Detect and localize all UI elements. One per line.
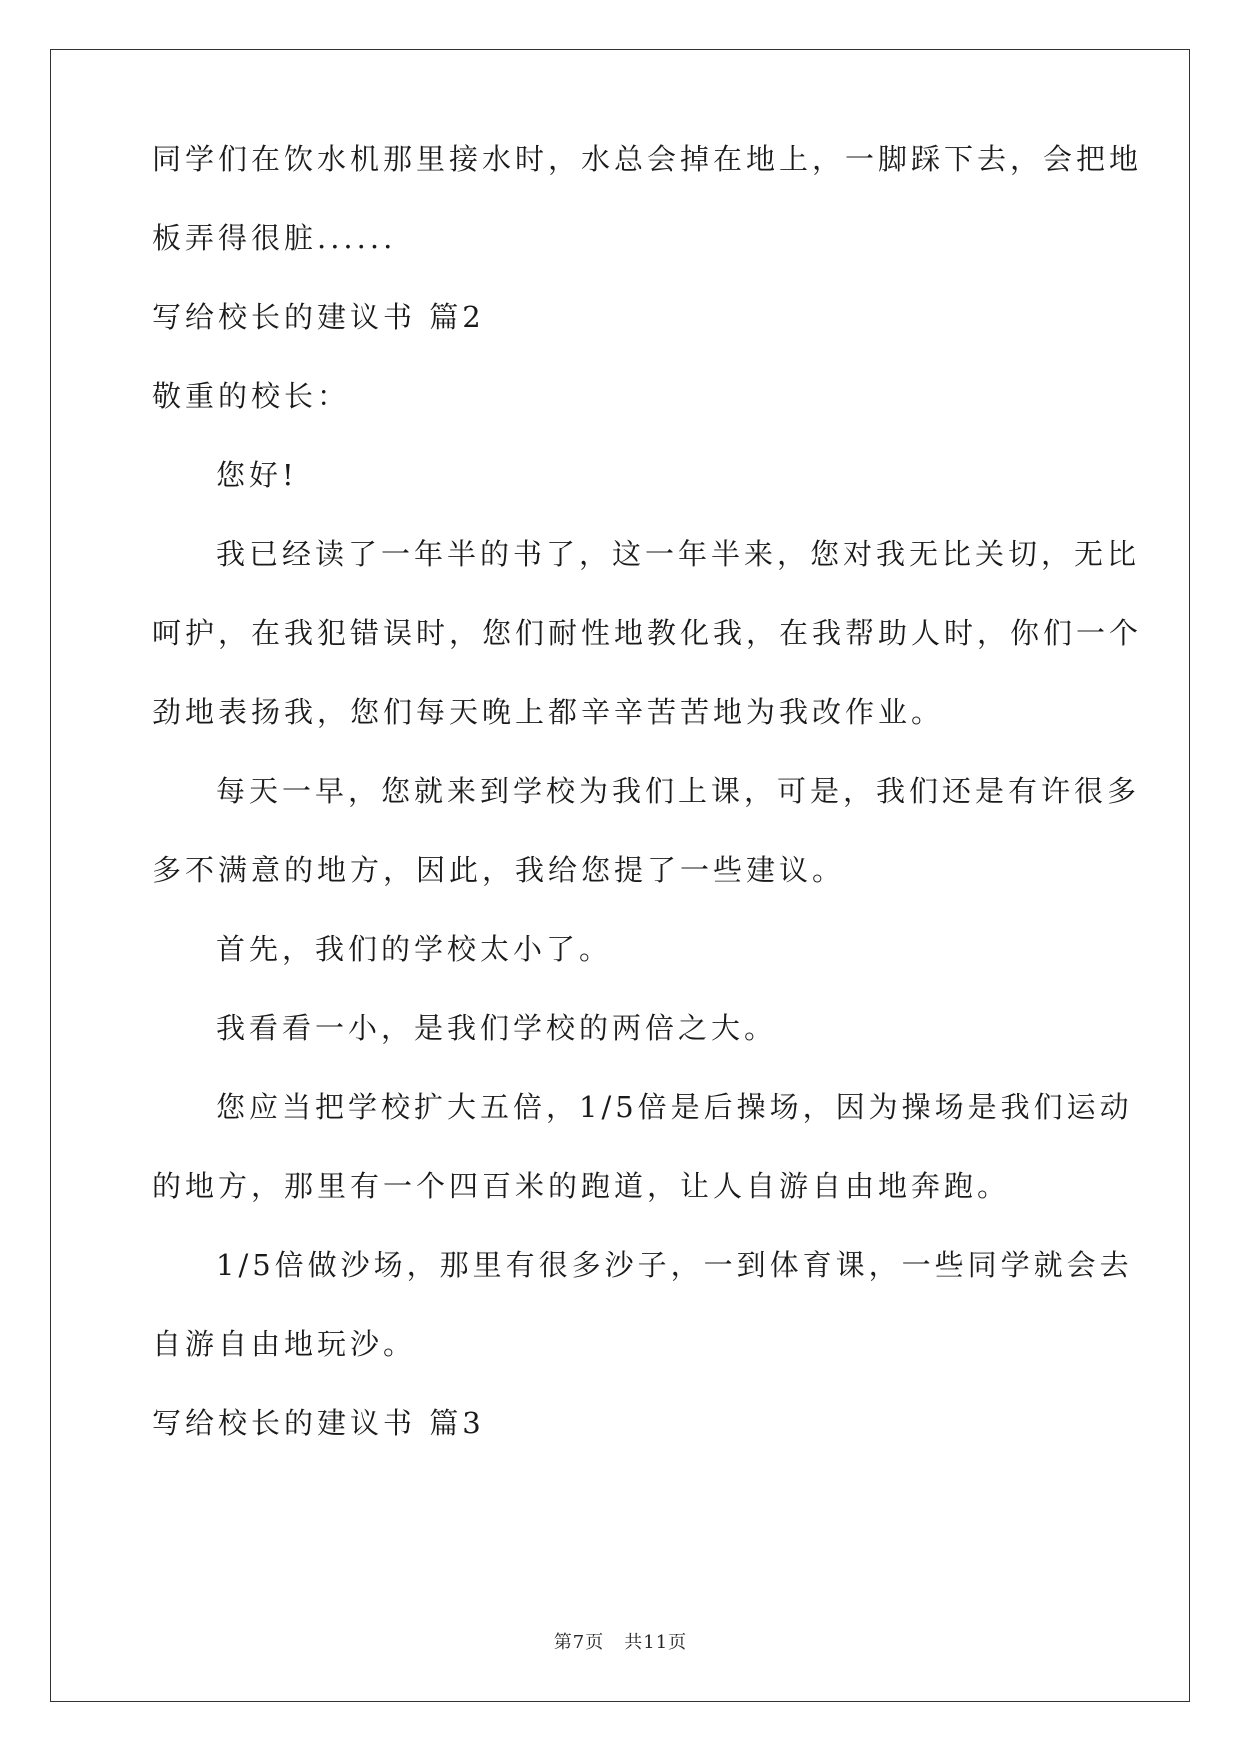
document-body xyxy=(152,142,1143,1463)
paragraph-line: 每天一早，您就来到学校为我们上课，可是，我们还是有许很多 xyxy=(216,774,1141,808)
paragraph-line: 的地方，那里有一个四百米的跑道，让人自游自由地奔跑。 xyxy=(152,1169,1011,1203)
paragraph-line: 我已经读了一年半的书了，这一年半来，您对我无比关切，无比 xyxy=(216,537,1141,571)
paragraph-line: 自游自由地玩沙。 xyxy=(152,1327,417,1361)
paragraph-line: 板弄得很脏...... xyxy=(152,221,397,255)
paragraph-line: 呵护，在我犯错误时，您们耐性地教化我，在我帮助人时，你们一个 xyxy=(152,616,1143,650)
page-total: 共11页 xyxy=(624,1632,688,1653)
page-number: 第7页 xyxy=(553,1632,605,1653)
salutation: 敬重的校长： xyxy=(152,379,351,413)
paragraph-line: 多不满意的地方，因此，我给您提了一些建议。 xyxy=(152,853,846,887)
paragraph-line: 首先，我们的学校太小了。 xyxy=(216,932,613,966)
paragraph-line: 同学们在饮水机那里接水时，水总会掉在地上，一脚踩下去，会把地 xyxy=(152,142,1143,176)
section-heading: 写给校长的建议书 篇3 xyxy=(152,1406,485,1440)
greeting: 您好! xyxy=(216,458,298,492)
page-footer xyxy=(0,1628,1241,1654)
paragraph-line: 1/5倍做沙场，那里有很多沙子，一到体育课，一些同学就会去 xyxy=(216,1248,1133,1282)
paragraph-line: 我看看一小，是我们学校的两倍之大。 xyxy=(216,1011,778,1045)
section-heading: 写给校长的建议书 篇2 xyxy=(152,300,485,334)
paragraph-line: 您应当把学校扩大五倍，1/5倍是后操场，因为操场是我们运动 xyxy=(216,1090,1133,1124)
paragraph-line: 劲地表扬我，您们每天晚上都辛辛苦苦地为我改作业。 xyxy=(152,695,945,729)
